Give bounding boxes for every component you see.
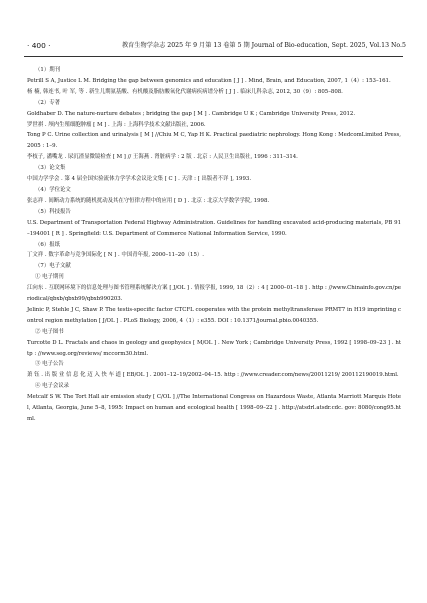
section-heading: （7）电子文献	[35, 263, 71, 270]
subsection-heading: ③ 电子公告	[35, 361, 64, 368]
subsection-heading: ② 电子图书	[35, 328, 64, 335]
reference-entry: U.S. Department of Transportation Federal Highway Administration. Guidelines for handling excavated acid-producing materials, PB 91–194001 [ R ] . Springfield: U.S. Department of Commerce National Information Service, 1990.	[27, 219, 401, 237]
reference-entry: Tong P C. Urine collection and urinalysis [ M ] //Chiu M C, Yap H K. Practical paediatric nephrology. Hong Kong : MedcomLimited Press, 2005 : 1–9.	[27, 132, 401, 150]
subsection-heading: ① 电子期刊	[35, 274, 64, 281]
running-title: 教育生物学杂志 2025 年 9 月第 13 卷第 5 期 Journal of Bio-education, Sept. 2025, Vol.13 No.5	[122, 42, 406, 49]
page-number: · 400 ·	[27, 41, 51, 50]
section-heading: （5）科技报告	[35, 208, 71, 215]
header-rule	[24, 56, 403, 57]
page-header	[24, 39, 406, 53]
reference-entry: Metcalf S W. The Tort Hall air emission study [ C/OL ] //The International Congress on Hazardous Waste, Atlanta Marriott Marquis Hotel, Atlanta, Georgia, June 5–8, 1995: Impact on human and ecological health [ 1998–09–22 ] . http://atsdrl.atsdr.cdc. gov: 8080/cong95.html.	[27, 394, 401, 422]
reference-entry: 杨 楠, 韩连书, 叶 军, 等 . 新生儿期氨基酸、有机酸及脂肪酸氧化代谢病疾病谱分析 [ J ] . 临床儿科杂志, 2012, 30（9）: 805–808.	[27, 88, 343, 95]
section-heading: （1）期刊	[35, 67, 60, 73]
reference-entry: Jelinic P, Stehle J C, Shaw P. The testis-specific factor CTCFL cooperates with the protein methyltransferase PRMT7 in H19 imprinting control region methylation [ J/OL ] . PLoS Biology, 2006, 4（1）: e355. DOI : 10.1371/journal.pbio.0040355.	[27, 306, 401, 324]
section-heading: （6）报纸	[35, 241, 60, 248]
reference-entry: 丁文祥 . 数字革命与竞争国际化 [ N ] . 中国青年报, 2000–11–20（15）.	[27, 252, 204, 259]
reference-entry: 中国力学学会 . 第 4 届全国实验流体力学学术会议论文集 [ C ] . 天津 : [ 出版者不详 ], 1993.	[27, 176, 252, 183]
section-heading: （3）论文集	[35, 165, 66, 172]
reference-entry: 江向东 . 互联网环境下的信息处理与图书管理系统解决方案 [ J/OL ] . 情报学报, 1999, 18（2）: 4 [ 2000–01–18 ] . http : //www.Chinainfo.gov.cn/periodical/qbxb/qbxb99/qbxb990203.	[27, 285, 401, 303]
reference-examples	[27, 65, 401, 425]
reference-entry: 张志祥 . 间断动力系统的随机扰动及其在守恒律方程中的应用 [ D ] . 北京 : 北京大学数学学院, 1998.	[27, 197, 270, 204]
section-heading: （2）专著	[35, 99, 60, 106]
section-heading: （4）学位论文	[35, 186, 71, 193]
subsection-heading: ④ 电子会议录	[35, 383, 70, 390]
reference-entry: 萧 钰 . 出 版 业 信 息 化 迈 入 快 车 道 [ EB/OL ] . 2001–12–19/2002–04–15. http : //www.creader.com/news/20011219/ 200112190019.html.	[27, 372, 399, 379]
reference-entry: Turcotte D L. Fractals and chaos in geology and geophysics [ M/OL ] . New York ; Cambridge University Press, 1992 [ 1998–09–23 ] . http : //www.seg.org/reviews/ mccorm30.html.	[27, 339, 401, 357]
reference-entry: 罗世祺 . 颅内生殖细胞肿瘤 [ M ] . 上海 : 上海科学技术文献出版社, 2006.	[27, 121, 206, 128]
reference-entry: Goldhaber D. The nature-nurture debates ; bridging the gap [ M ] . Cambridge U K ; Cambridge University Press, 2012.	[27, 110, 356, 117]
reference-entry: 李枝子, 潘嘴龙 . 尿沉渣显微镜检查 [ M ] // 王海燕 . 肾脏病学 : 2 版 . 北京 : 人民卫生出版社, 1996 : 311–314.	[27, 154, 298, 161]
reference-entry: Petrill S A, Justice L M. Bridging the gap between genomics and education [ J ] . Mind, Brain, and Education, 2007, 1（4）: 153–161.	[27, 77, 391, 84]
